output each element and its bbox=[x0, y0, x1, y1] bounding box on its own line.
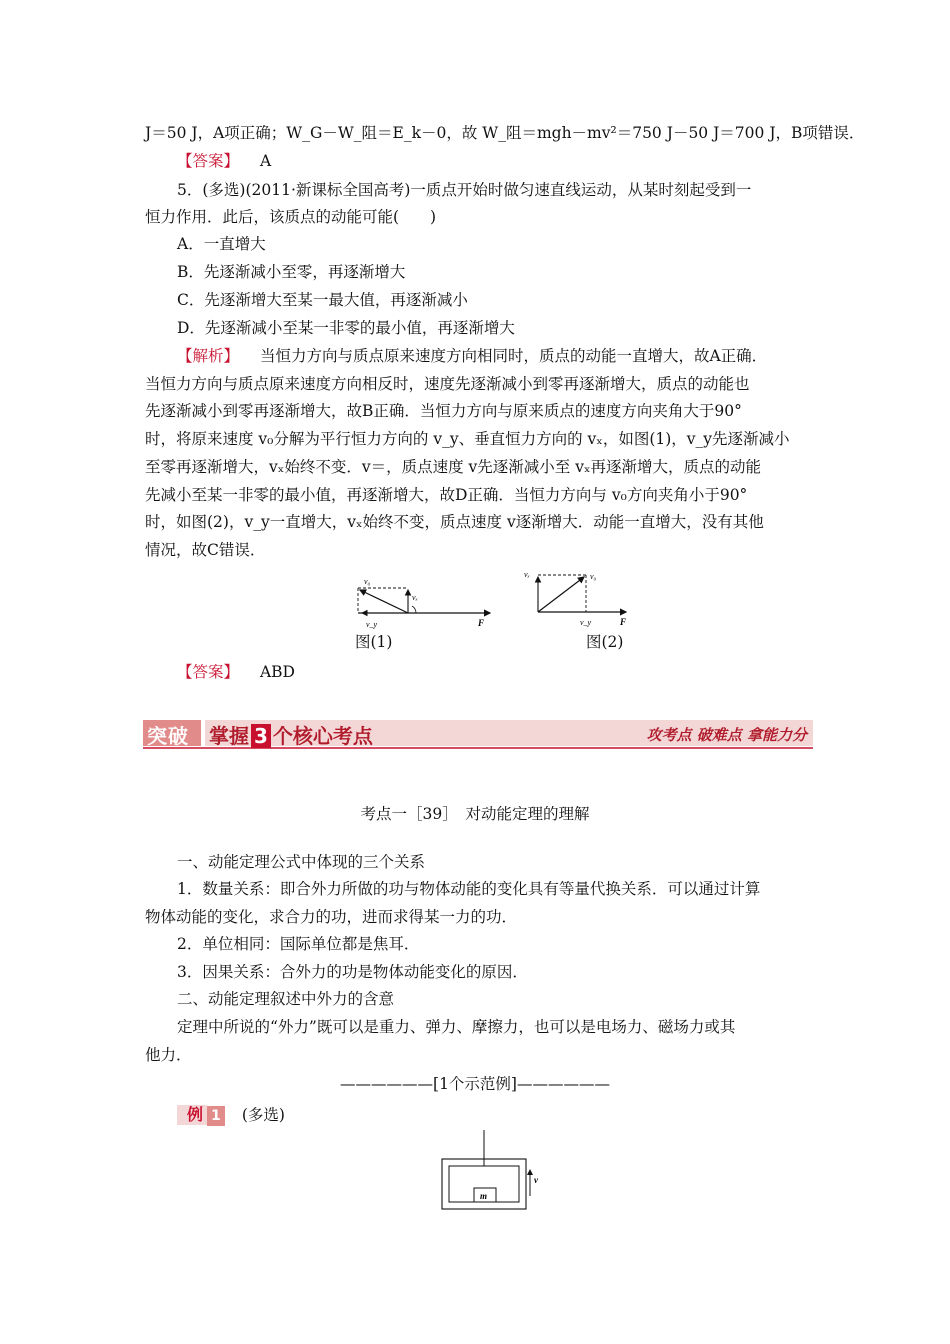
section-banner bbox=[143, 717, 813, 749]
example-label bbox=[177, 1103, 285, 1125]
banner-title bbox=[209, 720, 373, 749]
figure-2 bbox=[520, 567, 640, 637]
example-divider: ——————[1个示范例]—————— bbox=[340, 1075, 610, 1093]
option-b: B．先逐渐减小至零，再逐渐增大 bbox=[177, 263, 406, 281]
question-5-line-1: 5．(多选)(2011·新课标全国高考)一质点开始时做匀速直线运动，从某时刻起受到一 bbox=[177, 181, 752, 199]
section-title: 考点一［39］ 对动能定理的理解 bbox=[360, 805, 590, 823]
analysis-line-7: 时，如图(2)，v_y一直增大，vₓ始终不变，质点速度 v逐渐增大．动能一直增大，没有其他 bbox=[145, 513, 764, 531]
body-line-2: 1．数量关系：即合外力所做的功与物体动能的变化具有等量代换关系．可以通过计算 bbox=[177, 880, 761, 898]
solution-line-1: J＝50 J，A项正确；W_G－W_阻＝E_k－0，故 W_阻＝mgh－mv²＝750 J－50 J＝700 J，B项错误． bbox=[145, 124, 865, 142]
fig1-v0-label: v₀ bbox=[364, 577, 371, 586]
fig2-v0-label: v₀ bbox=[590, 572, 597, 581]
fig1-f-label: F bbox=[478, 618, 485, 628]
body-line-3: 物体动能的变化，求合力的功，进而求得某一力的功． bbox=[145, 908, 518, 926]
banner-title-prefix: 掌握 bbox=[209, 724, 249, 748]
banner-title-number: 3 bbox=[251, 724, 271, 748]
analysis-line-4: 时，将原来速度 v₀分解为平行恒力方向的 v_y、垂直恒力方向的 vₓ，如图(1)，v_y先逐渐减小 bbox=[145, 430, 790, 448]
body-line-5: 3．因果关系：合外力的功是物体动能变化的原因． bbox=[177, 963, 528, 981]
example-text: (多选) bbox=[241, 1106, 285, 1124]
analysis-tag: 【解析】 bbox=[177, 347, 240, 365]
banner-title-suffix: 个核心考点 bbox=[272, 724, 373, 748]
fig1-vx-label: vₓ bbox=[412, 593, 418, 602]
fig2-vx-label: vₓ bbox=[524, 570, 530, 579]
example-tag: 例 bbox=[177, 1105, 207, 1125]
figure-1-caption: 图(1) bbox=[355, 633, 393, 651]
figure-3 bbox=[440, 1128, 550, 1213]
analysis-line-2: 当恒力方向与质点原来速度方向相反时，速度先逐渐减小到零再逐渐增大，质点的动能也 bbox=[145, 375, 750, 393]
analysis-text: 当恒力方向与质点原来速度方向相同时，质点的动能一直增大，故A正确． bbox=[259, 347, 768, 365]
banner-left-tag: 突破 bbox=[147, 724, 189, 748]
question-5-line-2: 恒力作用．此后，该质点的动能可能( ) bbox=[145, 208, 437, 226]
answer-tag: 【答案】 bbox=[177, 663, 240, 681]
fig2-vy-label: v_y bbox=[580, 618, 592, 627]
analysis-line-5: 至零再逐渐增大，vₓ始终不变．v＝，质点速度 v先逐渐减小至 vₓ再逐渐增大，质点的动能 bbox=[145, 458, 762, 476]
fig3-velocity-label: v bbox=[534, 1175, 538, 1185]
banner-right-text: 攻考点 破难点 拿能力分 bbox=[646, 726, 807, 744]
analysis-line-6: 先减小至某一非零的最小值，再逐渐增大，故D正确．当恒力方向与 v₀方向夹角小于90° bbox=[145, 486, 748, 504]
answer-value: ABD bbox=[259, 663, 295, 681]
analysis-line-1 bbox=[177, 346, 767, 366]
fig1-vy-label: v_y bbox=[366, 620, 378, 629]
body-line-8: 他力． bbox=[145, 1046, 192, 1064]
analysis-line-3: 先逐渐减小到零再逐渐增大，故B正确．当恒力方向与原来质点的速度方向夹角大于90° bbox=[145, 402, 742, 420]
body-line-6: 二、动能定理叙述中外力的含意 bbox=[177, 990, 395, 1008]
analysis-line-8: 情况，故C错误． bbox=[145, 541, 266, 559]
option-d: D．先逐渐减小至某一非零的最小值，再逐渐增大 bbox=[177, 319, 515, 337]
option-a: A．一直增大 bbox=[177, 235, 266, 253]
answer-value: A bbox=[259, 152, 272, 170]
fig3-mass-label: m bbox=[480, 1191, 488, 1201]
answer-1 bbox=[177, 151, 271, 171]
answer-2 bbox=[177, 662, 295, 682]
fig2-f-label: F bbox=[620, 617, 627, 627]
option-c: C．先逐渐增大至某一最大值，再逐渐减小 bbox=[177, 291, 468, 309]
figure-2-caption: 图(2) bbox=[586, 633, 624, 651]
body-line-7: 定理中所说的“外力”既可以是重力、弹力、摩擦力，也可以是电场力、磁场力或其 bbox=[177, 1018, 736, 1036]
body-line-4: 2．单位相同：国际单位都是焦耳． bbox=[177, 935, 420, 953]
answer-tag: 【答案】 bbox=[177, 152, 240, 170]
body-line-1: 一、动能定理公式中体现的三个关系 bbox=[177, 853, 426, 871]
example-number: 1 bbox=[207, 1106, 225, 1126]
